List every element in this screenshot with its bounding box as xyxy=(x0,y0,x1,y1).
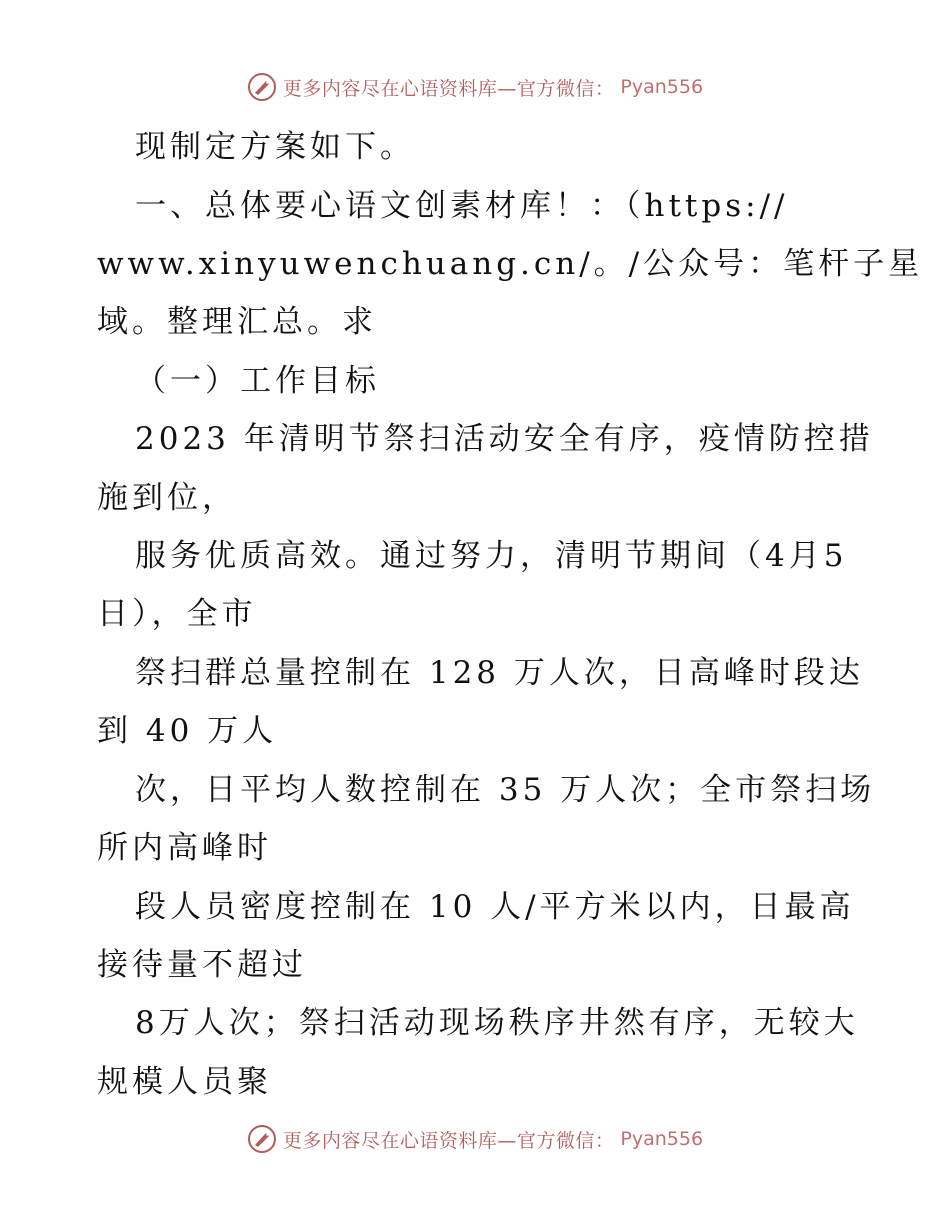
subsection-heading: （一）工作目标 xyxy=(135,363,380,399)
paragraph-line: 接待量不超过 xyxy=(97,947,307,983)
paragraph-line: 日），全市 xyxy=(97,596,257,632)
paragraph-line: 域。整理汇总。求 xyxy=(97,304,377,340)
header-banner xyxy=(0,72,950,102)
paragraph-line: 祭扫群总量控制在 128 万人次，日高峰时段达 xyxy=(135,655,864,691)
pen-nib-logo-icon xyxy=(247,72,277,102)
paragraph-line: 服务优质高效。通过努力，清明节期间（4月5 xyxy=(135,538,848,574)
section-heading-line: 一、总体要心语文创素材库！：（https:// xyxy=(135,188,789,224)
footer-banner-contact: Pyan556 xyxy=(620,1128,704,1150)
paragraph-line: 2023 年清明节祭扫活动安全有序，疫情防控措 xyxy=(135,421,874,457)
paragraph-line: 段人员密度控制在 10 人/平方米以内，日最高 xyxy=(135,889,855,925)
paragraph-line: 到 40 万人 xyxy=(97,713,278,749)
paragraph-line: 次，日平均人数控制在 35 万人次；全市祭扫场 xyxy=(135,772,876,808)
paragraph-line: 所内高峰时 xyxy=(97,830,272,866)
header-banner-text: 更多内容尽在心语资料库—官方微信： xyxy=(282,77,615,100)
footer-banner xyxy=(0,1124,950,1154)
pen-nib-logo-icon xyxy=(247,1124,277,1154)
paragraph-line: www.xinyuwenchuang.cn/。/公众号：笔杆子星 xyxy=(97,246,924,282)
paragraph-line: 施到位， xyxy=(97,480,237,516)
header-banner-contact: Pyan556 xyxy=(620,76,704,98)
paragraph-line: 规模人员聚 xyxy=(97,1064,272,1100)
footer-banner-text: 更多内容尽在心语资料库—官方微信： xyxy=(282,1129,615,1152)
paragraph-line: 现制定方案如下。 xyxy=(135,129,415,165)
paragraph-line: 8万人次；祭扫活动现场秩序井然有序，无较大 xyxy=(135,1005,859,1041)
